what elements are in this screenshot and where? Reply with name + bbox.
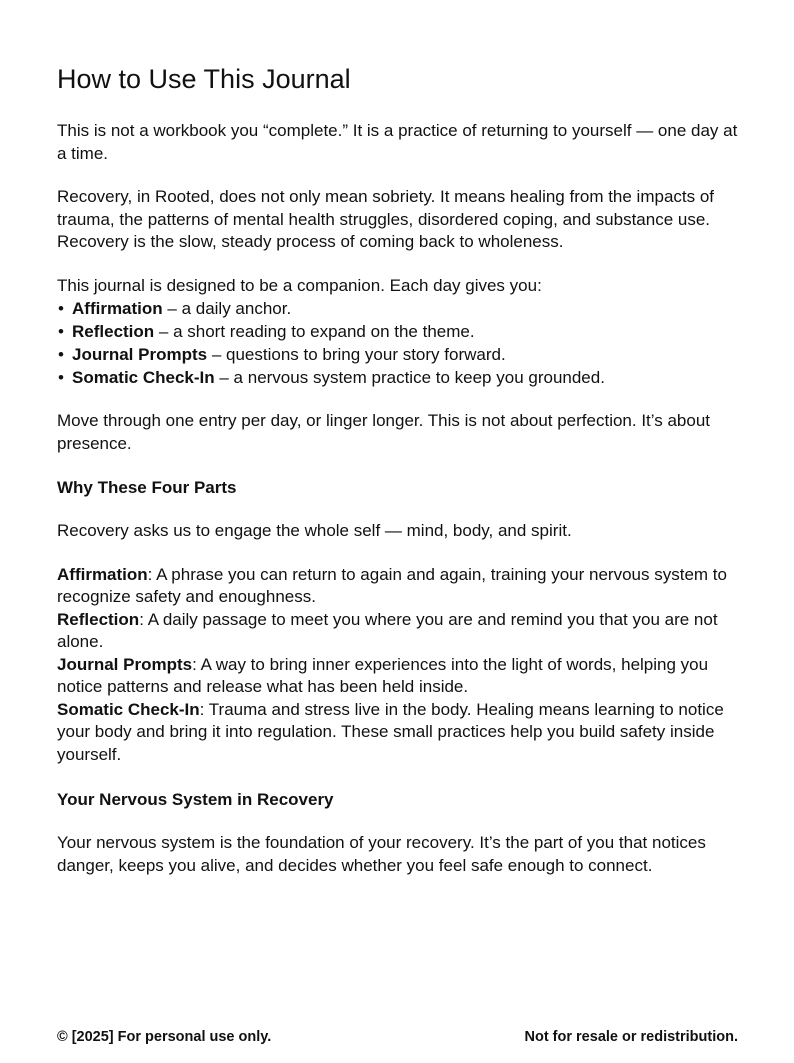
definitions-block [57,564,747,767]
list-item [57,343,747,366]
nervous-system-paragraph: Your nervous system is the foundation of your recovery. It’s the part of you that notices danger, keeps you alive, and decides whether you feel safe enough to connect. [57,833,706,875]
definition-term: Journal Prompts [57,654,193,674]
list-item [57,297,747,320]
list-item-term: Somatic Check-In [72,368,215,387]
definition-item [57,699,747,767]
four-parts-lead: Recovery asks us to engage the whole self — mind, body, and spirit. [57,521,572,540]
section-heading-nervous-system: Your Nervous System in Recovery [57,790,334,809]
list-item-term: Affirmation [72,299,163,318]
definition-item [57,609,747,654]
intro-paragraph-2: Recovery, in Rooted, does not only mean sobriety. It means healing from the impacts of trauma, the patterns of mental health struggles, disordered coping, and substance use. Recovery is the slow, steady process of coming back to wholeness. [57,187,715,251]
footer-copyright: © [2025] For personal use only. [57,1029,272,1045]
list-item [57,320,747,343]
list-item-term: Journal Prompts [72,345,208,364]
intro-paragraph-1: This is not a workbook you “complete.” It is a practice of returning to yourself — one day at a time. [57,121,738,163]
definition-desc: : Trauma and stress live in the body. Healing means learning to notice your body and bring it into regulation. These small practices help you build safety inside yourself. [57,699,724,764]
daily-items-list [57,297,747,389]
footer-notice: Not for resale or redistribution. [524,1029,738,1045]
intro-paragraph-3: This journal is designed to be a companion. Each day gives you: [57,275,542,295]
definition-term: Somatic Check-In [57,699,200,719]
definition-desc: : A phrase you can return to again and again, training your nervous system to recognize safety and enoughness. [57,564,727,606]
list-item-desc: – a short reading to expand on the theme. [154,322,475,341]
list-item-desc: – questions to bring your story forward. [207,345,506,364]
list-item-term: Reflection [72,322,155,341]
definition-item [57,564,747,609]
list-item [57,366,747,389]
closing-paragraph: Move through one entry per day, or linger longer. This is not about perfection. It’s about presence. [57,411,711,453]
page-footer [57,1028,738,1046]
journal-page [57,62,747,898]
page-title: How to Use This Journal [57,64,351,94]
list-item-desc: – a nervous system practice to keep you grounded. [214,368,605,387]
list-item-desc: – a daily anchor. [162,299,292,318]
section-heading-four-parts: Why These Four Parts [57,478,237,497]
definition-term: Reflection [57,609,140,629]
definition-item [57,654,747,699]
definition-desc: : A way to bring inner experiences into the light of words, helping you notice patterns and release what has been held inside. [57,654,709,696]
definition-term: Affirmation [57,564,148,584]
definition-desc: : A daily passage to meet you where you are and remind you that you are not alone. [57,609,718,651]
